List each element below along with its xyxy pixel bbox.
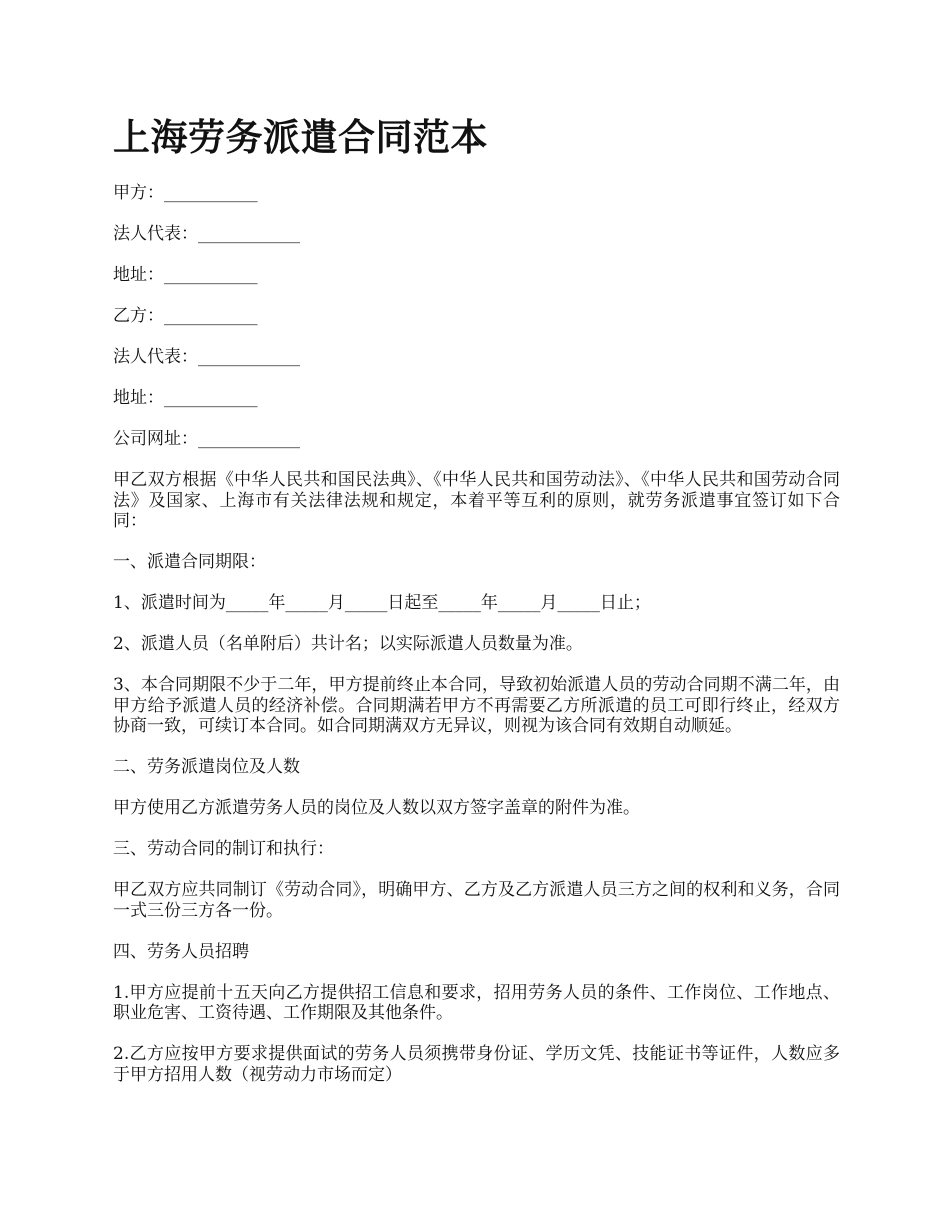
party-b-line: 乙方：___________	[113, 306, 258, 326]
section-4-item-2: 2.乙方应按甲方要求提供面试的劳务人员须携带身份证、学历文凭、技能证书等证件，人数应多于甲方招用人数（视劳动力市场而定）	[113, 1044, 840, 1085]
party-a-address-line: 地址：___________	[113, 265, 258, 285]
section-3-heading: 三、劳动合同的制订和执行：	[113, 839, 334, 859]
section-1-item-2: 2、派遣人员（名单附后）共计名；以实际派遣人员数量为准。	[113, 634, 583, 654]
section-2-body: 甲方使用乙方派遣劳务人员的岗位及人数以双方签字盖章的附件为准。	[113, 798, 640, 818]
party-b-address-line: 地址：___________	[113, 388, 258, 408]
party-b-representative-line: 法人代表：____________	[113, 347, 300, 367]
section-3-body: 甲乙双方应共同制订《劳动合同》，明确甲方、乙方及乙方派遣人员三方之间的权利和义务，合同一式三份三方各一份。	[113, 880, 840, 921]
party-b-website-line: 公司网址：____________	[113, 429, 300, 449]
section-2-heading: 二、劳务派遣岗位及人数	[113, 757, 300, 777]
section-4-heading: 四、劳务人员招聘	[113, 941, 249, 962]
party-a-line: 甲方：___________	[113, 183, 258, 203]
contract-document	[113, 112, 840, 1106]
section-4-item-1: 1.甲方应提前十五天向乙方提供招工信息和要求，招用劳务人员的条件、工作岗位、工作地点、职业危害、工资待遇、工作期限及其他条件。	[113, 982, 840, 1023]
section-1-item-1: 1、派遣时间为_____年_____月_____日起至_____年_____月_____日止；	[113, 593, 651, 613]
section-1-item-3: 3、本合同期限不少于二年，甲方提前终止本合同，导致初始派遣人员的劳动合同期不满二年，由甲方给予派遣人员的经济补偿。合同期满若甲方不再需要乙方所派遣的员工可即行终止，经双方协商一致，可续订本合同。如合同期满双方无异议，则视为该合同有效期自动顺延。	[113, 675, 840, 736]
party-a-representative-line: 法人代表：____________	[113, 224, 300, 244]
document-title: 上海劳务派遣合同范本	[113, 115, 488, 159]
section-1-heading: 一、派遣合同期限：	[113, 552, 266, 572]
preamble-paragraph: 甲乙双方根据《中华人民共和国民法典》、《中华人民共和国劳动法》、《中华人民共和国劳动合同法》及国家、上海市有关法律法规和规定，本着平等互利的原则，就劳务派遣事宜签订如下合同：	[113, 470, 840, 531]
